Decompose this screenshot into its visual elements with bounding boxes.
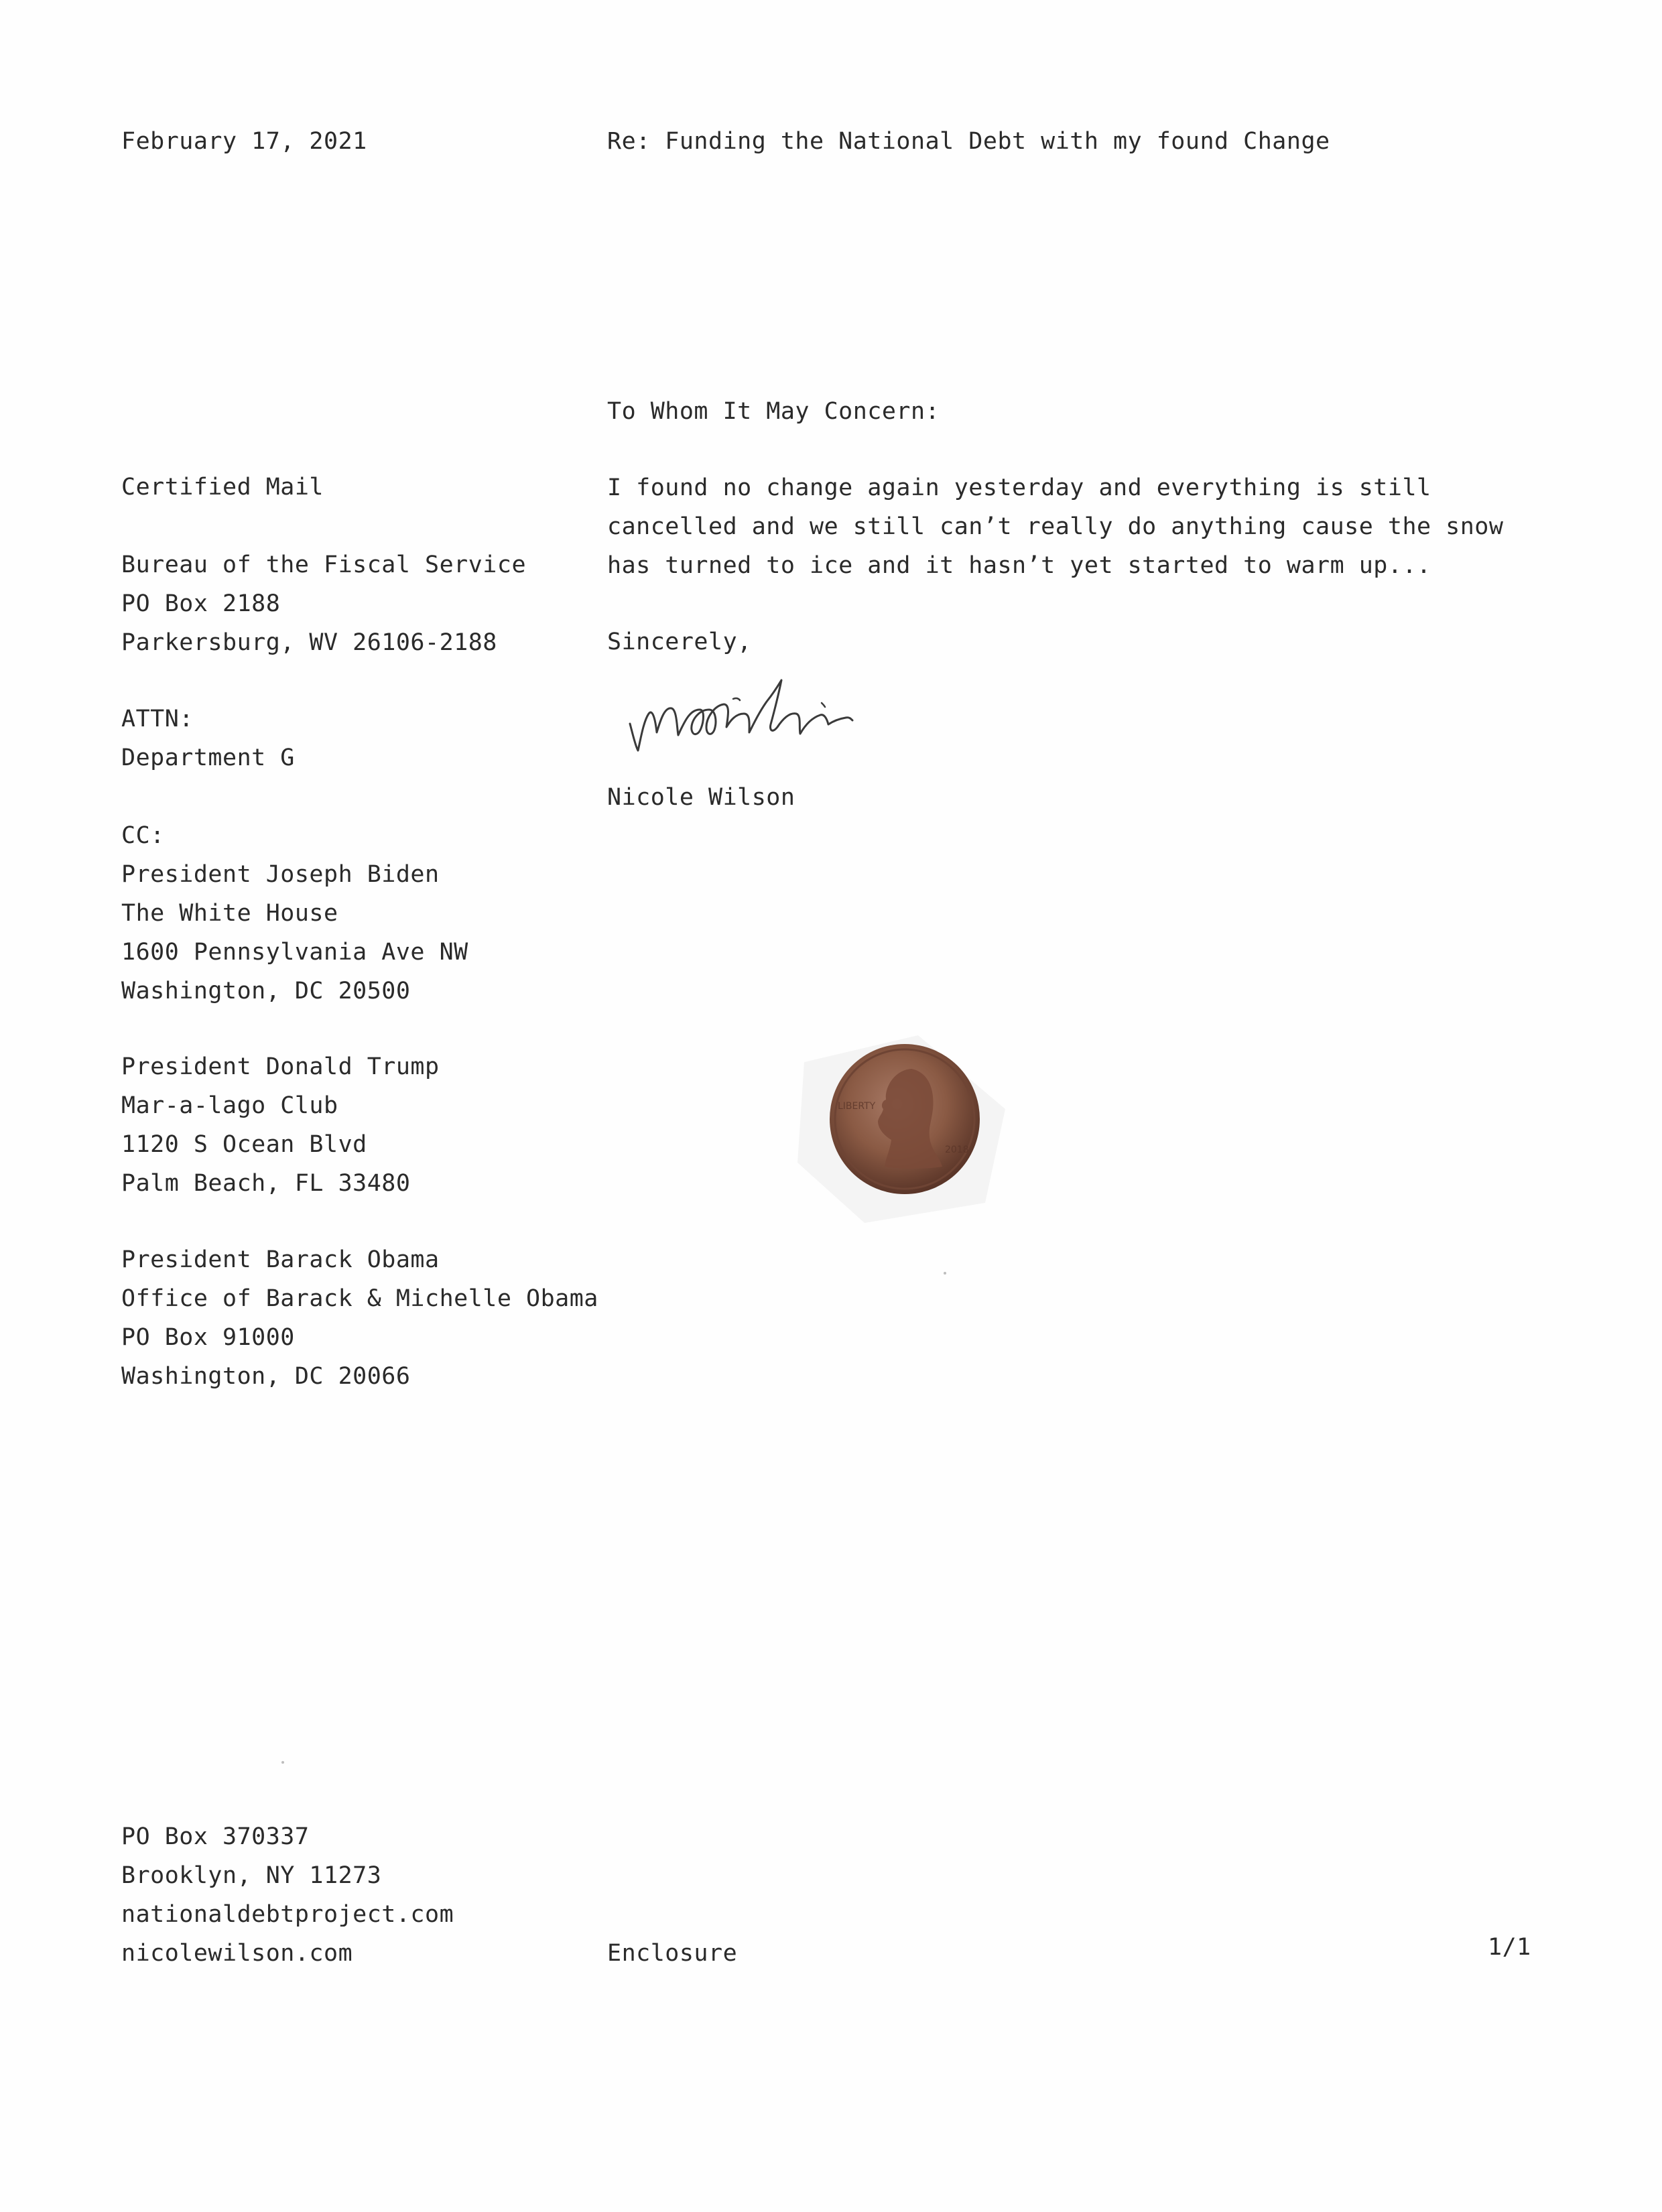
address-line: Palm Beach, FL 33480: [121, 1170, 411, 1197]
address-line: Office of Barack & Michelle Obama: [121, 1285, 598, 1312]
attn-label: ATTN:: [121, 706, 194, 732]
address-line: Mar-a-lago Club: [121, 1092, 338, 1119]
address-line: President Barack Obama: [121, 1246, 440, 1273]
enclosure-label: Enclosure: [607, 1940, 738, 1967]
cc-address-trump: [121, 1047, 440, 1203]
scan-speck: [281, 1761, 284, 1764]
address-line: Brooklyn, NY 11273: [121, 1862, 382, 1889]
website-line: nicolewilson.com: [121, 1940, 353, 1967]
cc-address-obama: [121, 1240, 598, 1396]
address-line: Washington, DC 20500: [121, 978, 411, 1004]
handwritten-signature: [623, 660, 972, 781]
letter-body: I found no change again yesterday and everything is still cancelled and we still can’t really do anything cause the snow has turned to ice and it hasn’t yet started to warm up...: [607, 474, 1504, 579]
attn-block: [121, 700, 295, 777]
salutation: To Whom It May Concern:: [607, 398, 940, 425]
address-line: PO Box 2188: [121, 590, 281, 617]
address-line: PO Box 370337: [121, 1823, 310, 1850]
attn-department: Department G: [121, 744, 295, 771]
address-line: PO Box 91000: [121, 1324, 295, 1351]
website-line: nationaldebtproject.com: [121, 1901, 454, 1928]
scan-speck: [944, 1272, 946, 1275]
signer-name: Nicole Wilson: [607, 784, 795, 811]
cc-address-biden: [121, 855, 468, 1011]
cc-label: CC:: [121, 822, 165, 849]
recipient-address: [121, 545, 526, 662]
mail-type: Certified Mail: [121, 474, 324, 501]
address-line: Bureau of the Fiscal Service: [121, 551, 527, 578]
svg-text:2018: 2018: [945, 1145, 969, 1155]
address-line: Washington, DC 20066: [121, 1363, 411, 1390]
address-line: President Joseph Biden: [121, 861, 440, 888]
letter-subject: Re: Funding the National Debt with my found Change: [607, 128, 1330, 155]
letter-date: February 17, 2021: [121, 128, 367, 155]
address-line: The White House: [121, 900, 338, 927]
address-line: Parkersburg, WV 26106-2188: [121, 629, 497, 656]
address-line: 1120 S Ocean Blvd: [121, 1131, 367, 1158]
address-line: 1600 Pennsylvania Ave NW: [121, 939, 468, 966]
penny-coin: [784, 1009, 1025, 1230]
closing: Sincerely,: [607, 629, 752, 655]
return-address: [121, 1817, 454, 1973]
page-number: 1/1: [1488, 1934, 1531, 1961]
address-line: President Donald Trump: [121, 1053, 440, 1080]
svg-text:LIBERTY: LIBERTY: [838, 1101, 876, 1112]
